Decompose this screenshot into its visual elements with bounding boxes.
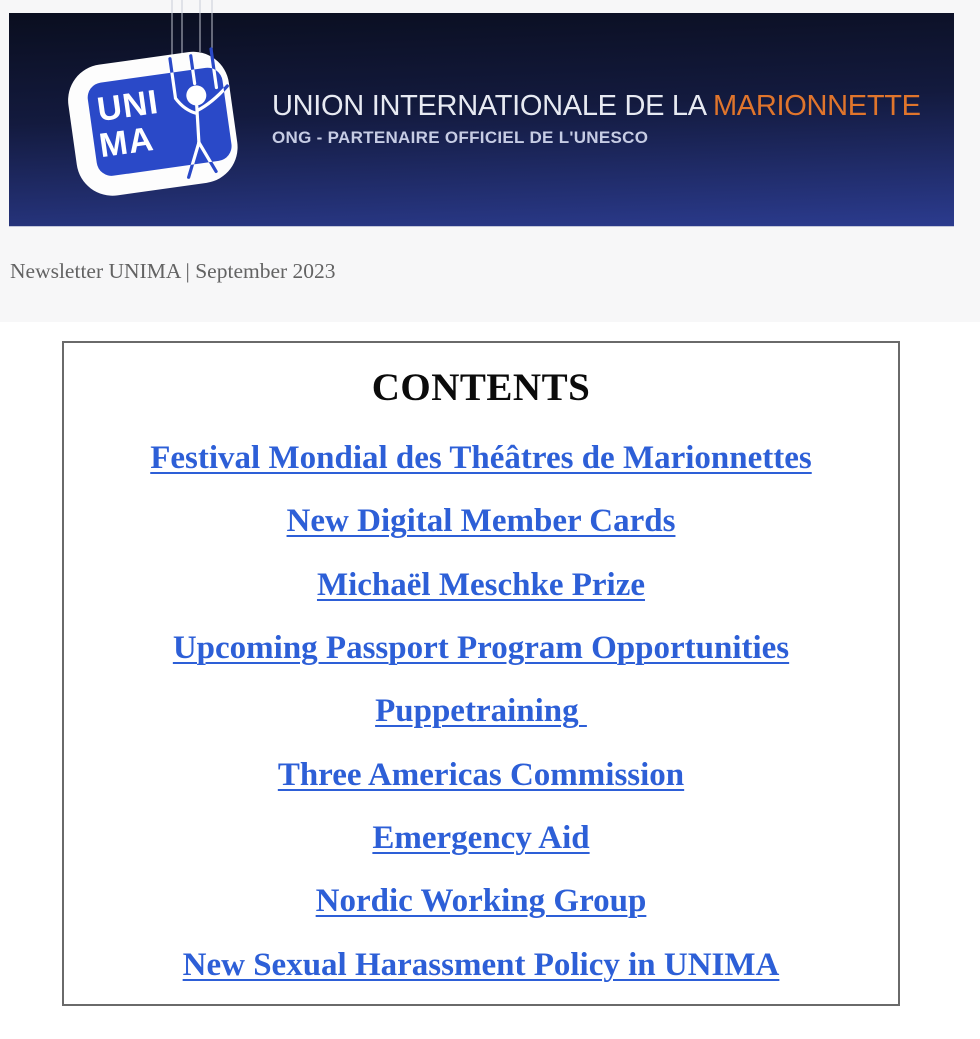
list-item	[64, 427, 898, 490]
contents-box	[62, 341, 900, 1006]
toc-link-passport-program[interactable]: Upcoming Passport Program Opportunities	[172, 630, 790, 667]
list-item	[64, 807, 898, 870]
list-item	[64, 743, 898, 806]
toc-link-harassment-policy[interactable]: New Sexual Harassment Policy in UNIMA	[182, 946, 780, 983]
toc-link-meschke-prize[interactable]: Michaël Meschke Prize	[316, 566, 646, 603]
unima-logo	[40, 0, 260, 215]
list-item	[64, 490, 898, 553]
banner-subtitle: ONG - PARTENAIRE OFFICIEL DE L'UNESCO	[272, 128, 649, 147]
banner-title-main: UNION INTERNATIONALE DE LA	[272, 90, 713, 122]
newsletter-header-section	[0, 0, 980, 322]
newsletter-meta-line: Newsletter UNIMA | September 2023	[10, 259, 336, 283]
list-item	[64, 617, 898, 680]
contents-heading: CONTENTS	[371, 366, 591, 409]
list-item	[64, 933, 898, 996]
toc-link-festival-mondial[interactable]: Festival Mondial des Théâtres de Marionnettes	[150, 440, 812, 477]
toc-link-digital-member-cards[interactable]: New Digital Member Cards	[286, 503, 676, 540]
list-item	[64, 870, 898, 933]
toc-link-puppetraining[interactable]: Puppetraining	[375, 693, 587, 730]
logo-line2: MA	[96, 119, 157, 166]
banner-title	[272, 91, 921, 122]
toc-link-emergency-aid[interactable]: Emergency Aid	[372, 819, 590, 856]
toc-link-three-americas[interactable]: Three Americas Commission	[277, 756, 685, 793]
toc-link-nordic-working-group[interactable]: Nordic Working Group	[315, 883, 647, 920]
list-item	[64, 554, 898, 617]
banner-text	[272, 91, 921, 148]
banner-title-accent: MARIONNETTE	[712, 90, 921, 122]
contents-link-list	[64, 427, 898, 997]
logo-line1: UNI	[94, 82, 162, 130]
list-item	[64, 680, 898, 743]
